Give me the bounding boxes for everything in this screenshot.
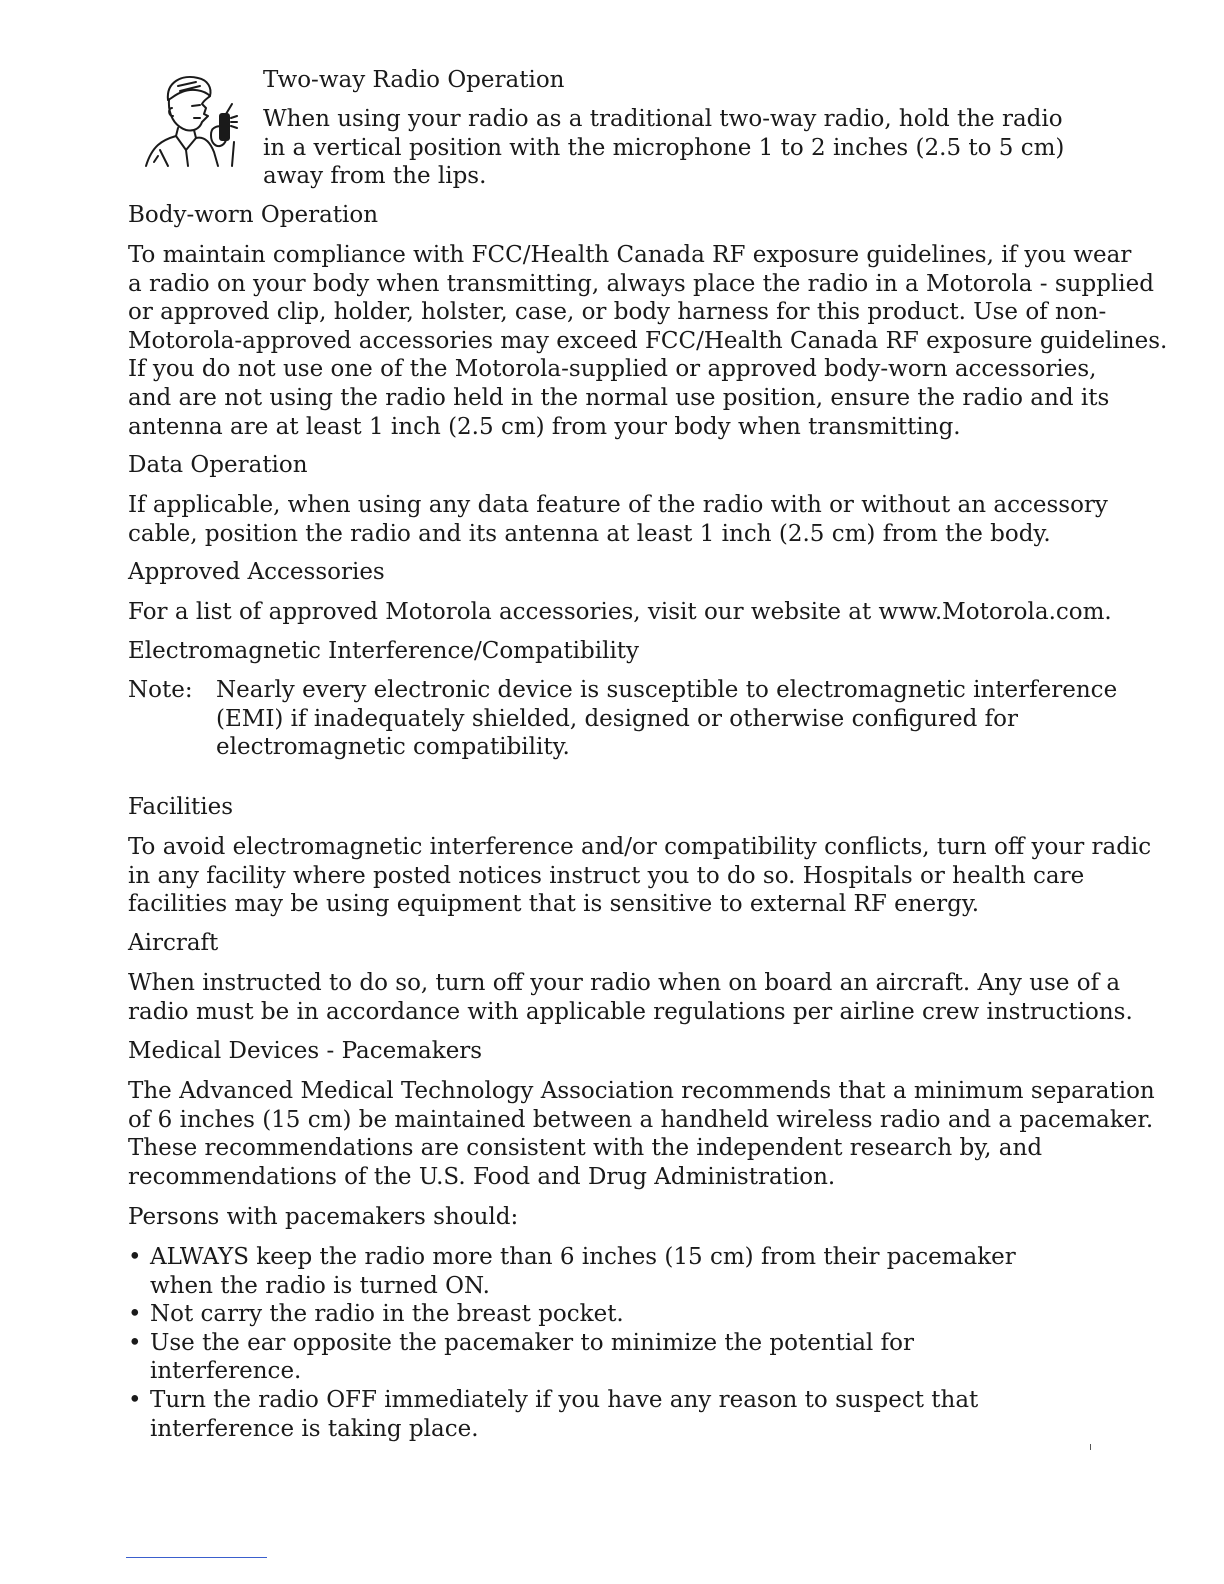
data-operation-heading: Data Operation (128, 452, 308, 478)
approved-accessories-heading: Approved Accessories (128, 559, 385, 585)
list-item: • Use the ear opposite the pacemaker to minimize the potential for interference. (128, 1329, 1016, 1386)
note-label: Note: (128, 677, 193, 703)
emi-heading: Electromagnetic Interference/Compatibility (128, 638, 640, 664)
data-operation-body: If applicable, when using any data feature of the radio with or without an accessory cable, position the radio and its antenna at least 1 inch (2.5 cm) from the body. (128, 492, 1108, 547)
aircraft-heading: Aircraft (128, 930, 219, 956)
two-way-radio-heading: Two-way Radio Operation (263, 67, 565, 93)
body-worn-body: To maintain compliance with FCC/Health Canada RF exposure guidelines, if you wear a radio on your body when transmitting, always place the radio in a Motorola - supplied or approved clip, holder, holster, case, or body harness for this product. Use of non- Motorola-approved accessories may exceed FCC/Health Canada RF exposure guidelines. If you do not use one of the Motorola-supplied or approved body-worn accessories, and are not using the radio held in the normal use position, ensure the radio and its antenna are at least 1 inch (2.5 cm) from your body when transmitting. (128, 242, 1168, 440)
margin-mark (1090, 1444, 1091, 1450)
pacemaker-guidelines-list (128, 1243, 1016, 1443)
facilities-body: To avoid electromagnetic interference and/or compatibility conflicts, turn off your radic in any facility where posted notices instruct you to do so. Hospitals or health care facilities may be using equipment that is sensitive to external RF energy. (128, 834, 1152, 918)
pacemakers-intro: Persons with pacemakers should: (128, 1204, 519, 1230)
facilities-heading: Facilities (128, 794, 234, 820)
body-worn-heading: Body-worn Operation (128, 202, 379, 228)
aircraft-body: When instructed to do so, turn off your radio when on board an aircraft. Any use of a radio must be in accordance with applicable regulations per airline crew instructions. (128, 970, 1133, 1025)
person-holding-radio-icon (138, 70, 250, 170)
note-body: Nearly every electronic device is susceptible to electromagnetic interference (EMI) if inadequately shielded, designed or otherwise configured for electromagnetic compatibility. (216, 677, 1118, 761)
list-item: • ALWAYS keep the radio more than 6 inches (15 cm) from their pacemaker when the radio is turned ON. (128, 1243, 1016, 1300)
footer-rule (126, 1557, 267, 1558)
approved-accessories-body: For a list of approved Motorola accessories, visit our website at www.Motorola.com. (128, 599, 1112, 625)
two-way-radio-body: When using your radio as a traditional two-way radio, hold the radio in a vertical position with the microphone 1 to 2 inches (2.5 to 5 cm) away from the lips. (263, 106, 1065, 190)
list-item: • Turn the radio OFF immediately if you have any reason to suspect that interference is taking place. (128, 1386, 1016, 1443)
pacemakers-heading: Medical Devices - Pacemakers (128, 1038, 483, 1064)
list-item: • Not carry the radio in the breast pocket. (128, 1300, 1016, 1329)
pacemakers-body: The Advanced Medical Technology Association recommends that a minimum separation of 6 inches (15 cm) be maintained between a handheld wireless radio and a pacemaker. These recommendations are consistent with the independent research by, and recommendations of the U.S. Food and Drug Administration. (128, 1078, 1155, 1190)
